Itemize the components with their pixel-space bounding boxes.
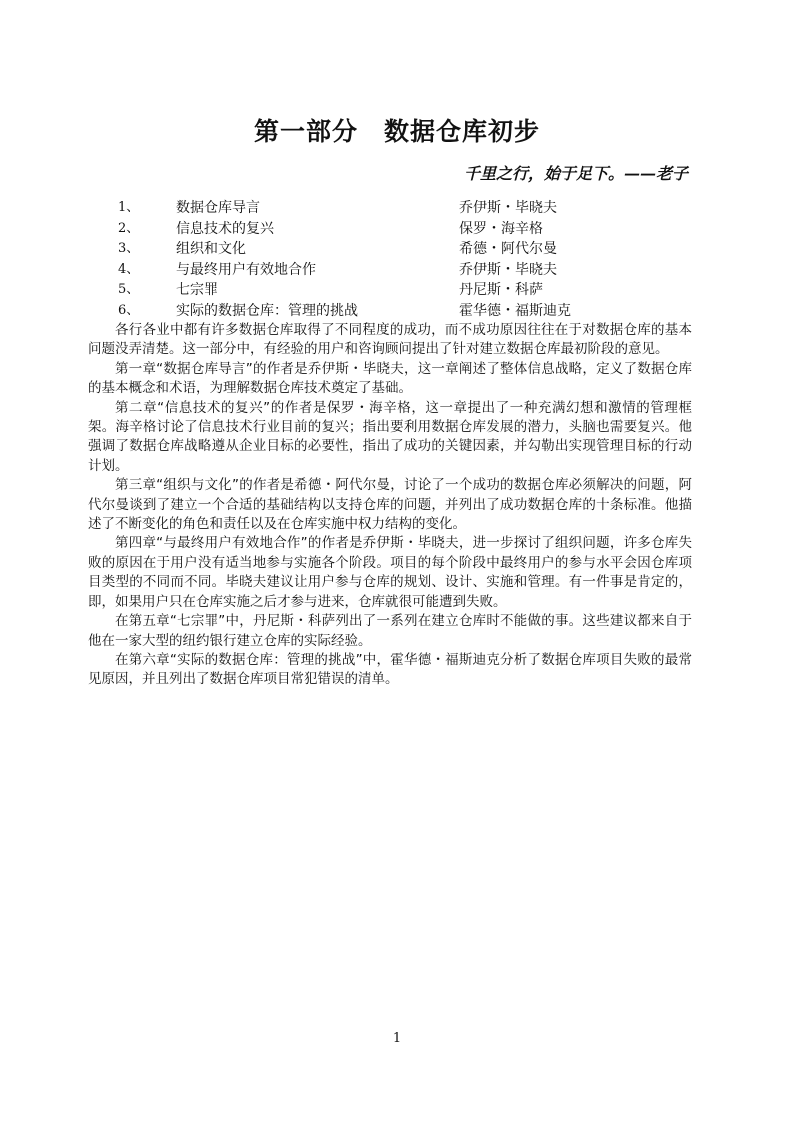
chapter-title: 组织和文化 [176, 241, 246, 258]
chapter-author: 霍华德・福斯迪克 [459, 302, 571, 319]
chapter-list-item [118, 301, 618, 322]
chapter-list-item [118, 280, 618, 301]
chapter-number: 2、 [118, 220, 140, 236]
chapter-title: 数据仓库导言 [176, 200, 260, 216]
paragraph: 第一章“数据仓库导言”的作者是乔伊斯・毕晓夫，这一章阐述了整体信息战略，定义了数据仓库的基本概念和术语，为理解数据仓库技术奠定了基础。 [88, 360, 692, 397]
chapter-title: 七宗罪 [176, 282, 218, 299]
body-text [88, 321, 692, 690]
paragraph: 在第六章“实际的数据仓库：管理的挑战”中，霍华德・福斯迪克分析了数据仓库项目失败的最常见原因，并且列出了数据仓库项目常犯错误的清单。 [88, 651, 692, 688]
chapter-number: 5、 [118, 282, 140, 298]
chapter-author: 乔伊斯・毕晓夫 [459, 261, 557, 278]
chapter-number: 6、 [118, 302, 140, 318]
chapter-list-item [118, 260, 618, 281]
paragraph: 第三章“组织与文化”的作者是希德・阿代尔曼，讨论了一个成功的数据仓库必须解决的问题，阿代尔曼谈到了建立一个合适的基础结构以支持仓库的问题，并列出了成功数据仓库的十条标准。他描述了不断变化的角色和责任以及在仓库实施中权力结构的变化。 [88, 477, 692, 533]
chapter-list [118, 198, 618, 322]
chapter-number: 3、 [118, 241, 140, 257]
chapter-list-item [118, 198, 618, 219]
paragraph: 各行各业中都有许多数据仓库取得了不同程度的成功，而不成功原因往往在于对数据仓库的基本问题没弄清楚。这一部分中，有经验的用户和咨询顾问提出了针对建立数据仓库最初阶段的意见。 [88, 322, 692, 358]
chapter-author: 保罗・海辛格 [459, 220, 543, 237]
chapter-list-item [118, 239, 618, 260]
chapter-number: 1、 [118, 200, 140, 215]
chapter-author: 乔伊斯・毕晓夫 [459, 200, 557, 216]
chapter-title: 信息技术的复兴 [176, 220, 274, 237]
epigraph-quote: 千里之行，始于足下。——老子 [463, 164, 688, 183]
chapter-author: 希德・阿代尔曼 [459, 241, 557, 258]
chapter-number: 4、 [118, 261, 140, 277]
paragraph: 第四章“与最终用户有效地合作”的作者是乔伊斯・毕晓夫，进一步探讨了组织问题，许多仓库失败的原因在于用户没有适当地参与实施各个阶段。项目的每个阶段中最终用户的参与水平会因仓库项目类型的不同而不同。毕晓夫建议让用户参与仓库的规划、设计、实施和管理。有一件事是肯定的，即，如果用户只在仓库实施之后才参与进来，仓库就很可能遭到失败。 [88, 535, 692, 610]
chapter-title: 实际的数据仓库：管理的挑战 [176, 302, 358, 319]
chapter-title: 与最终用户有效地合作 [176, 261, 316, 278]
paragraph: 第二章“信息技术的复兴”的作者是保罗・海辛格，这一章提出了一种充满幻想和激情的管理框架。海辛格讨论了信息技术行业目前的复兴；指出要利用数据仓库发展的潜力，头脑也需要复兴。他强调了数据仓库战略遵从企业目标的必要性，指出了成功的关键因素，并勾勒出实现管理目标的行动计划。 [88, 399, 692, 474]
chapter-author: 丹尼斯・科萨 [459, 282, 543, 299]
part-title: 第一部分 数据仓库初步 [253, 117, 540, 146]
page-number: 1 [392, 1031, 402, 1046]
chapter-list-item [118, 219, 618, 240]
paragraph: 在第五章“七宗罪”中，丹尼斯・科萨列出了一系列在建立仓库时不能做的事。这些建议都来自于他在一家大型的纽约银行建立仓库的实际经验。 [88, 613, 692, 649]
